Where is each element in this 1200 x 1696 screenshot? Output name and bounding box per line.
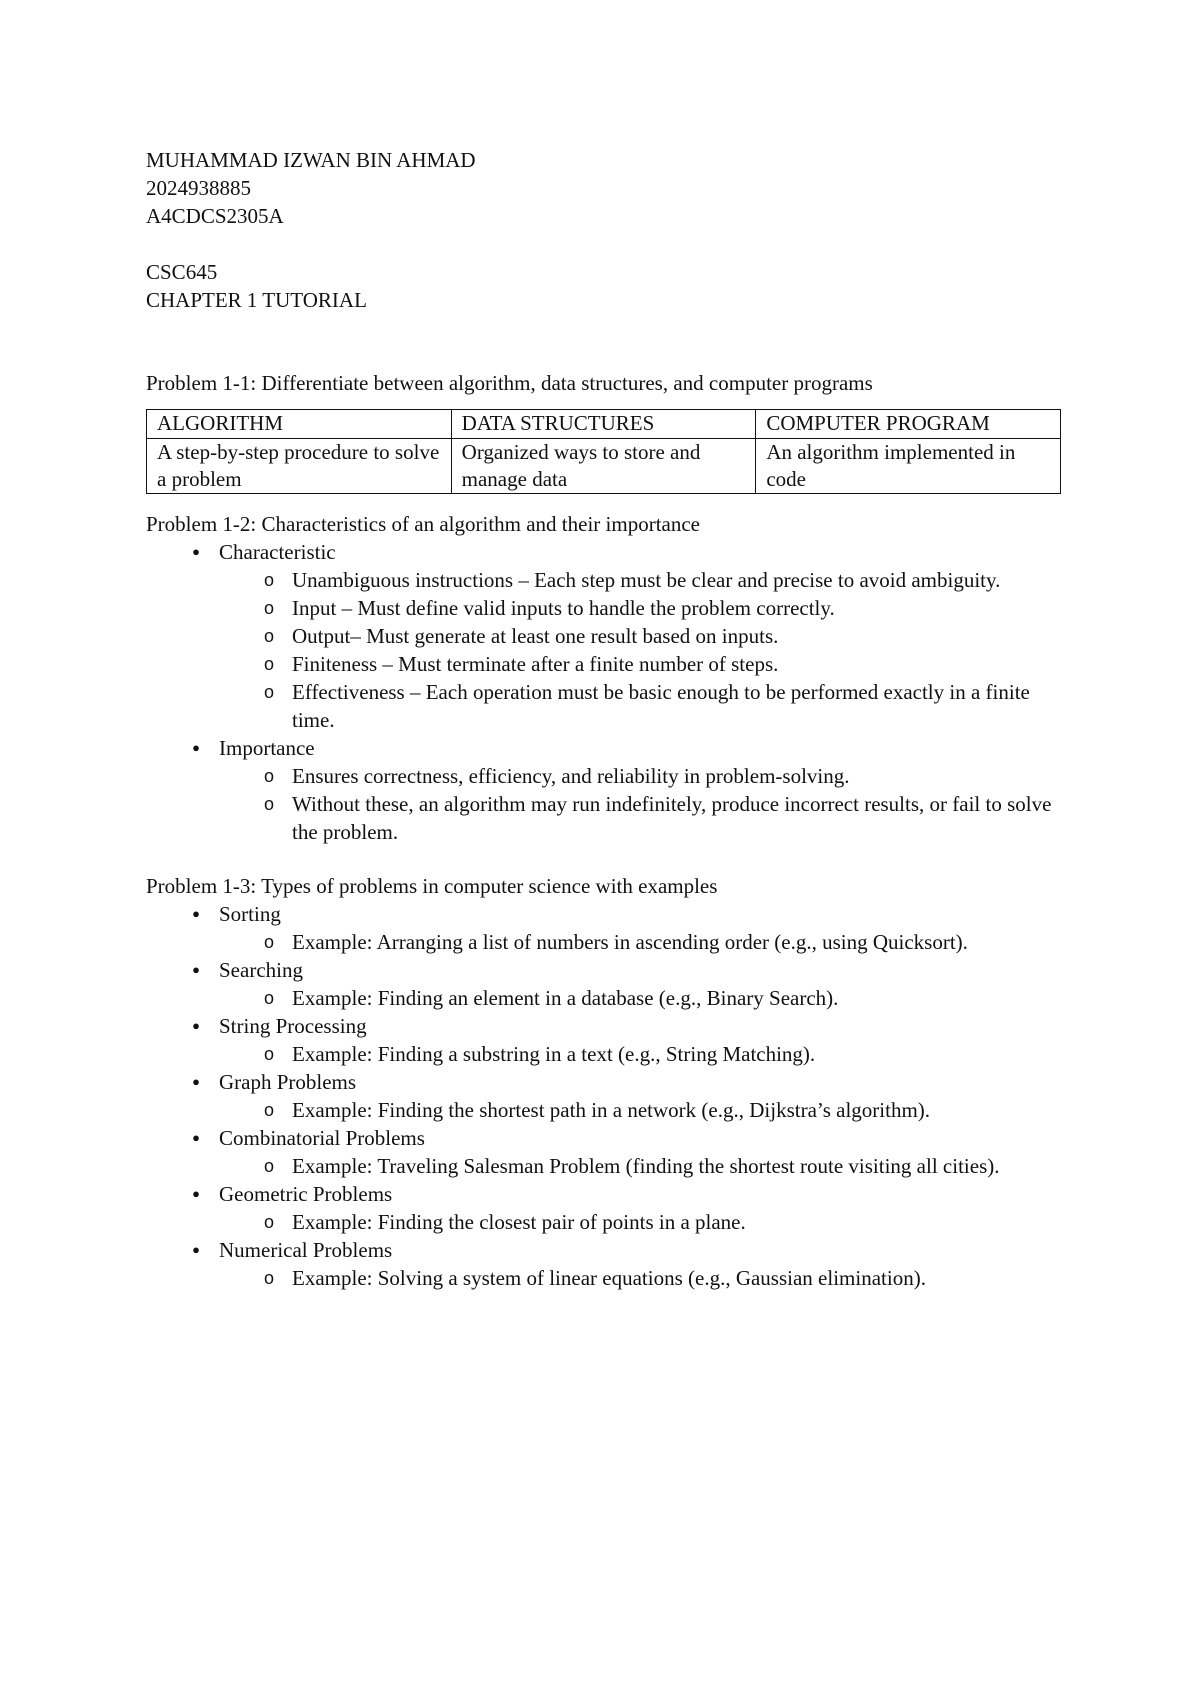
circle-bullet-icon: o bbox=[263, 1268, 274, 1288]
list-item-label: Numerical Problems bbox=[219, 1238, 393, 1262]
sub-list-item: o Example: Arranging a list of numbers in ascending order (e.g., using Quicksort). bbox=[219, 928, 1066, 956]
table-cell: Organized ways to store and manage data bbox=[451, 439, 756, 494]
sub-list-item: o Output– Must generate at least one result based on inputs. bbox=[219, 622, 1066, 650]
list-item bbox=[146, 1236, 1066, 1292]
student-id: 2024938885 bbox=[146, 176, 251, 200]
sub-list bbox=[219, 762, 1066, 846]
list-item bbox=[146, 1012, 1066, 1068]
list-item bbox=[146, 900, 1066, 956]
sub-list bbox=[219, 984, 1066, 1012]
bullet-icon: ● bbox=[192, 906, 200, 921]
sub-list bbox=[219, 1096, 1066, 1124]
bullet-icon: ● bbox=[192, 1242, 200, 1257]
circle-bullet-icon: o bbox=[263, 570, 274, 590]
bullet-icon: ● bbox=[192, 1074, 200, 1089]
bullet-icon: ● bbox=[192, 962, 200, 977]
list-item-label: Searching bbox=[219, 958, 303, 982]
circle-bullet-icon: o bbox=[263, 988, 274, 1008]
table-header-cell: ALGORITHM bbox=[147, 410, 452, 439]
circle-bullet-icon: o bbox=[263, 626, 274, 646]
sub-list-item: o Example: Finding the shortest path in a network (e.g., Dijkstra’s algorithm). bbox=[219, 1096, 1066, 1124]
problem-types-list bbox=[146, 900, 1066, 1292]
list-item bbox=[146, 538, 1066, 734]
sub-list-item: o Effectiveness – Each operation must be basic enough to be performed exactly in a finite time. bbox=[219, 678, 1066, 734]
circle-bullet-icon: o bbox=[263, 766, 274, 786]
list-item bbox=[146, 1124, 1066, 1180]
list-item-label: Geometric Problems bbox=[219, 1182, 393, 1206]
sub-list-item: o Example: Traveling Salesman Problem (finding the shortest route visiting all cities). bbox=[219, 1152, 1066, 1180]
chapter-title: CHAPTER 1 TUTORIAL bbox=[146, 288, 367, 312]
problem-1-2-title: Problem 1-2: Characteristics of an algorithm and their importance bbox=[146, 512, 700, 536]
list-item bbox=[146, 956, 1066, 1012]
sub-list-item: o Example: Finding a substring in a text (e.g., String Matching). bbox=[219, 1040, 1066, 1068]
course-code: CSC645 bbox=[146, 260, 218, 284]
table-cell: An algorithm implemented in code bbox=[756, 439, 1061, 494]
sub-list bbox=[219, 928, 1066, 956]
circle-bullet-icon: o bbox=[263, 1100, 274, 1120]
circle-bullet-icon: o bbox=[263, 794, 274, 814]
bullet-icon: ● bbox=[192, 544, 200, 559]
circle-bullet-icon: o bbox=[263, 654, 274, 674]
characteristics-list bbox=[146, 538, 1066, 846]
table-cell: A step-by-step procedure to solve a problem bbox=[147, 439, 452, 494]
sub-list bbox=[219, 1040, 1066, 1068]
list-item bbox=[146, 734, 1066, 846]
table-header-row bbox=[147, 410, 1061, 439]
bullet-icon: ● bbox=[192, 1018, 200, 1033]
bullet-icon: ● bbox=[192, 740, 200, 755]
sub-list-item: o Without these, an algorithm may run indefinitely, produce incorrect results, or fail to solve the problem. bbox=[219, 790, 1066, 846]
bullet-icon: ● bbox=[192, 1130, 200, 1145]
table-header-cell: COMPUTER PROGRAM bbox=[756, 410, 1061, 439]
list-item bbox=[146, 1068, 1066, 1124]
list-item-label: Graph Problems bbox=[219, 1070, 357, 1094]
sub-list-item: o Example: Solving a system of linear equations (e.g., Gaussian elimination). bbox=[219, 1264, 1066, 1292]
list-item-label: String Processing bbox=[219, 1014, 367, 1038]
table-header-cell: DATA STRUCTURES bbox=[451, 410, 756, 439]
sub-list bbox=[219, 566, 1066, 734]
circle-bullet-icon: o bbox=[263, 932, 274, 952]
circle-bullet-icon: o bbox=[263, 1212, 274, 1232]
sub-list-item: o Ensures correctness, efficiency, and reliability in problem-solving. bbox=[219, 762, 1066, 790]
document-page bbox=[146, 146, 1066, 1292]
problem-1-1-title: Problem 1-1: Differentiate between algorithm, data structures, and computer programs bbox=[146, 371, 873, 395]
bullet-icon: ● bbox=[192, 1186, 200, 1201]
circle-bullet-icon: o bbox=[263, 1156, 274, 1176]
student-group: A4CDCS2305A bbox=[146, 204, 284, 228]
comparison-table bbox=[146, 409, 1061, 494]
sub-list-item: o Example: Finding the closest pair of points in a plane. bbox=[219, 1208, 1066, 1236]
problem-1-3-title: Problem 1-3: Types of problems in computer science with examples bbox=[146, 874, 718, 898]
list-item bbox=[146, 1180, 1066, 1236]
table-row bbox=[147, 439, 1061, 494]
sub-list bbox=[219, 1264, 1066, 1292]
circle-bullet-icon: o bbox=[263, 682, 274, 702]
sub-list-item: o Unambiguous instructions – Each step must be clear and precise to avoid ambiguity. bbox=[219, 566, 1066, 594]
list-item-label: Combinatorial Problems bbox=[219, 1126, 425, 1150]
list-item-label: Importance bbox=[219, 736, 315, 760]
sub-list-item: o Input – Must define valid inputs to handle the problem correctly. bbox=[219, 594, 1066, 622]
sub-list-item: o Example: Finding an element in a database (e.g., Binary Search). bbox=[219, 984, 1066, 1012]
circle-bullet-icon: o bbox=[263, 598, 274, 618]
student-name: MUHAMMAD IZWAN BIN AHMAD bbox=[146, 148, 476, 172]
sub-list bbox=[219, 1208, 1066, 1236]
list-item-label: Characteristic bbox=[219, 540, 336, 564]
sub-list bbox=[219, 1152, 1066, 1180]
circle-bullet-icon: o bbox=[263, 1044, 274, 1064]
list-item-label: Sorting bbox=[219, 902, 281, 926]
sub-list-item: o Finiteness – Must terminate after a finite number of steps. bbox=[219, 650, 1066, 678]
